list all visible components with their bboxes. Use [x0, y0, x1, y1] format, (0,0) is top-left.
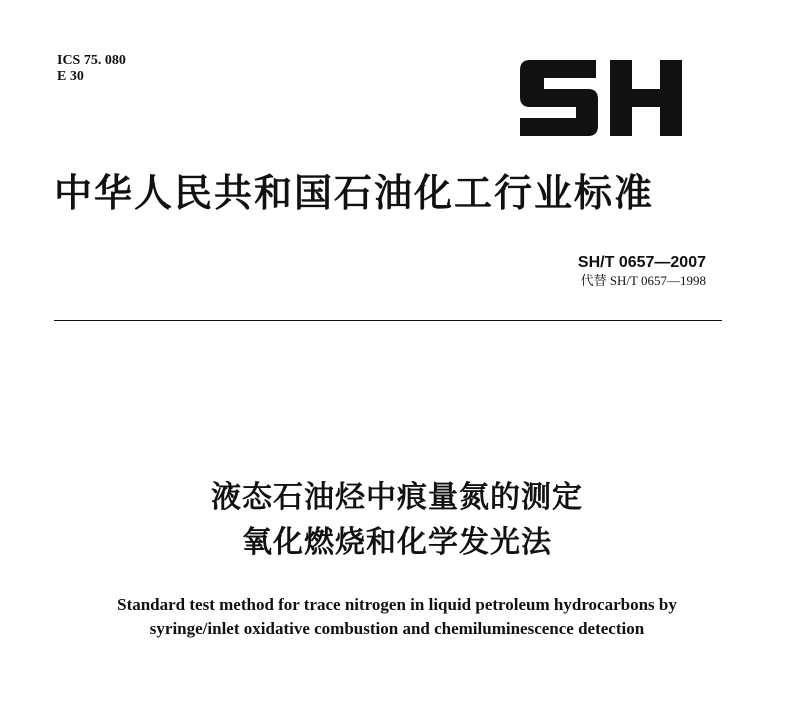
logo-letter-s: [520, 60, 598, 136]
ics-code: ICS 75. 080: [57, 53, 126, 68]
replaces-standard: 代替 SH/T 0657—1998: [580, 273, 706, 288]
chinese-title-line-2: 氧化燃烧和化学发光法: [242, 525, 552, 560]
classification-block: [57, 53, 126, 85]
organization-title: 中华人民共和国石油化工行业标准: [54, 171, 655, 215]
logo-letter-h: [610, 60, 682, 136]
chinese-title-line-1: 液态石油烃中痕量氮的测定: [211, 480, 583, 515]
standard-number: SH/T 0657—2007: [577, 254, 706, 271]
sh-logo: [518, 58, 684, 138]
english-title-line-2: syringe/inlet oxidative combustion and chemiluminescence detection: [149, 619, 645, 638]
category-code: E 30: [57, 69, 84, 84]
english-title-line-1: Standard test method for trace nitrogen in liquid petroleum hydrocarbons by: [117, 595, 677, 614]
header-divider: [54, 320, 722, 321]
